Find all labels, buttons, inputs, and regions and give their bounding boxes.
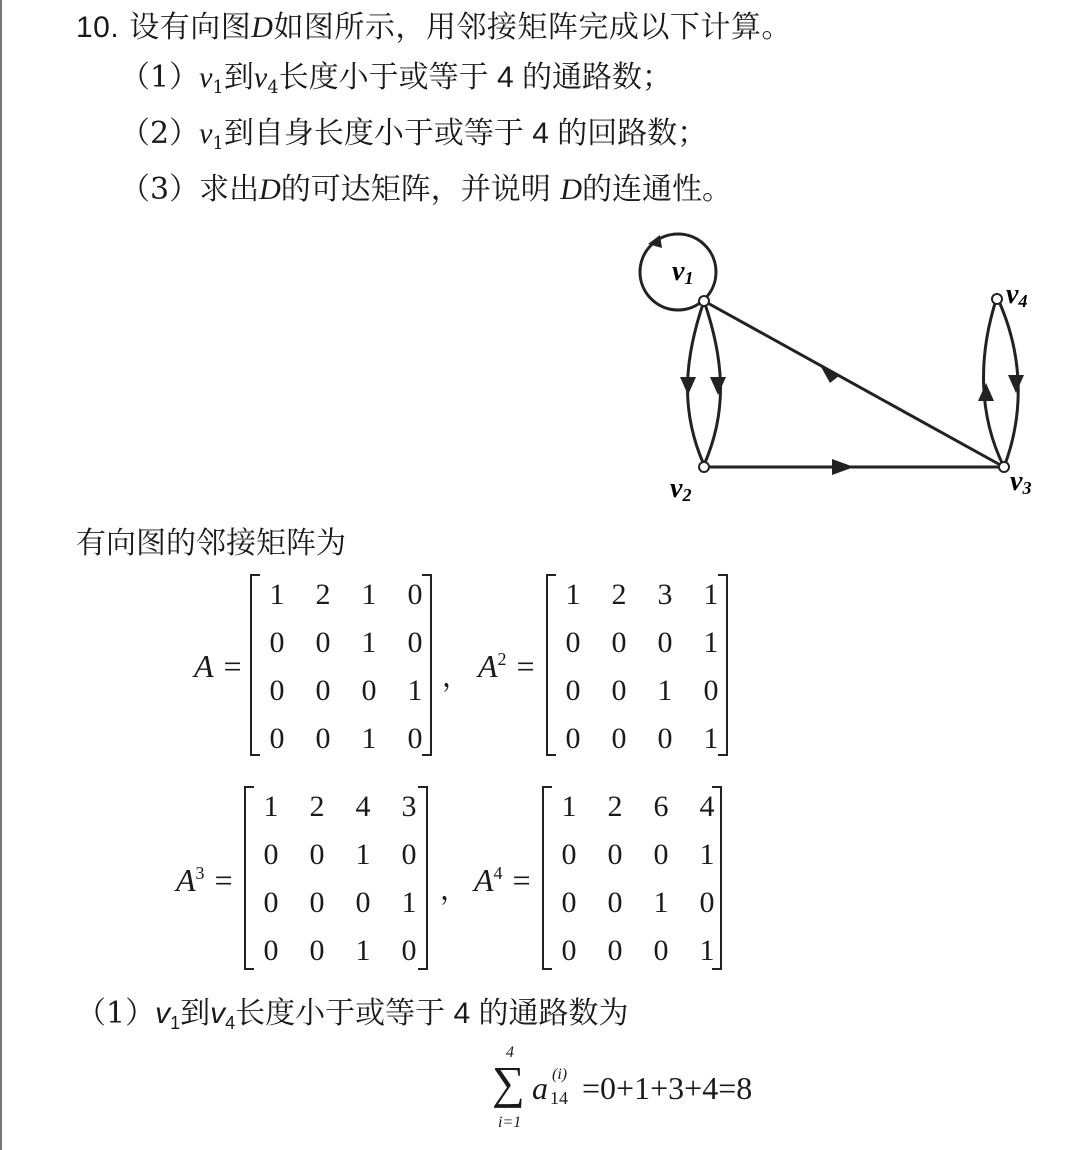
matrix-cell: 1: [269, 578, 285, 611]
arrowhead-v2-v3: [832, 459, 854, 475]
graph-name: D: [259, 173, 281, 206]
matrix-label-A: A =: [194, 648, 244, 684]
vertex-sub: 4: [225, 1013, 236, 1033]
matrix-cell: 0: [607, 934, 623, 967]
vertex-var: v: [253, 61, 268, 94]
vertex-sub: 1: [212, 77, 224, 98]
matrix-cell: 0: [315, 722, 331, 755]
answer-number: （1）: [76, 996, 156, 1031]
vertex-var: v: [199, 117, 213, 150]
matrix-cell: 0: [699, 886, 715, 919]
arrowhead-down-b: [710, 377, 726, 395]
matrix-cell: 1: [653, 886, 669, 919]
matrix-cell: 0: [611, 674, 627, 707]
sum-result: =0+1+3+4=8: [582, 1070, 753, 1106]
matrix-cell: 0: [561, 934, 577, 967]
matrix-cell: 1: [407, 674, 423, 707]
matrix-cell: 1: [361, 722, 377, 755]
matrix-cell: 0: [653, 838, 669, 871]
term-subscript: 14: [550, 1088, 568, 1108]
matrix-cell: 0: [565, 674, 581, 707]
matrix-cell: 1: [263, 790, 279, 823]
matrix-cell: 0: [309, 886, 325, 919]
vertex-sub: 1: [170, 1013, 181, 1033]
length-number: 4: [523, 117, 558, 150]
matrix-cell: 0: [561, 886, 577, 919]
label-v2: v2: [670, 473, 692, 505]
matrix-cell: 0: [269, 674, 285, 707]
vertex-sub: 1: [212, 133, 224, 154]
matrix-cell: 0: [355, 886, 371, 919]
matrix-cell: 1: [355, 934, 371, 967]
graph-name: D: [251, 11, 274, 44]
matrix-cell: 0: [263, 838, 279, 871]
length-number: 4: [488, 61, 523, 94]
matrix-cell: 2: [309, 790, 325, 823]
matrix-cell: 1: [361, 626, 377, 659]
matrix-cell: 6: [653, 790, 669, 823]
matrix-cell: 0: [565, 626, 581, 659]
question-text: 的通路数；: [522, 60, 673, 95]
matrix-cell: 3: [401, 790, 417, 823]
question-text: 求出: [199, 172, 260, 207]
question-number: （1）: [120, 60, 200, 95]
matrix-cell: 3: [657, 578, 673, 611]
matrix-cell: 0: [653, 934, 669, 967]
question-text: 的连通性。: [581, 172, 732, 207]
matrix-cell: 0: [315, 626, 331, 659]
matrix-cell: 0: [407, 626, 423, 659]
vertex-v4: [992, 294, 1002, 304]
matrix-cell: 0: [607, 886, 623, 919]
matrix-label-A3: $A^3$ =: [176, 862, 235, 898]
vertex-var: v: [155, 997, 171, 1030]
question-3: [120, 164, 732, 208]
matrix-cell: 2: [611, 578, 627, 611]
matrix-cell: 0: [263, 886, 279, 919]
sum-lower-limit: i=1: [498, 1114, 522, 1131]
matrix-cell: 0: [607, 838, 623, 871]
matrix-cell: 2: [607, 790, 623, 823]
matrix-cell: 1: [703, 626, 719, 659]
separator: ，: [442, 660, 471, 693]
arrowhead-up: [978, 383, 994, 401]
matrix-cell: 1: [699, 934, 715, 967]
label-v3: v3: [1010, 466, 1032, 498]
summation-formula: [492, 1040, 812, 1140]
directed-graph-diagram: [600, 215, 1060, 515]
matrix-cell: 1: [657, 674, 673, 707]
question-2: [120, 108, 707, 154]
matrix-cell: 0: [565, 722, 581, 755]
question-number: （2）: [120, 116, 200, 151]
matrix-cell: 1: [561, 790, 577, 823]
question-1: [120, 52, 672, 98]
vertex-var: v: [199, 61, 213, 94]
problem-number: 10.: [76, 11, 120, 44]
answer-text: 长度小于或等于: [235, 996, 446, 1031]
matrix-cell: 0: [309, 934, 325, 967]
problem-title: [76, 2, 792, 46]
matrix-cell: 0: [611, 626, 627, 659]
question-text: 到自身长度小于或等于: [223, 116, 524, 151]
matrix-cell: 0: [361, 674, 377, 707]
answer-text: 到: [180, 996, 211, 1031]
adjacency-intro: 有向图的邻接矩阵为: [76, 526, 346, 561]
matrix-cell: 0: [269, 722, 285, 755]
question-text: 到: [223, 60, 254, 95]
matrix-cell: 1: [703, 722, 719, 755]
matrix-cell: 0: [315, 674, 331, 707]
matrix-cell: 4: [699, 790, 715, 823]
length-number: 4: [445, 997, 479, 1030]
matrix-cell: 2: [315, 578, 331, 611]
question-text: 的可达矩阵，并说明: [280, 172, 561, 207]
vertex-sub: 4: [267, 77, 279, 98]
title-text-a: 设有向图: [119, 10, 252, 45]
term-superscript: (i): [552, 1066, 568, 1083]
matrix-cell: 1: [355, 838, 371, 871]
vertex-v2: [699, 462, 709, 472]
matrix-cell: 1: [401, 886, 417, 919]
arrowhead-down-a: [680, 377, 696, 395]
matrix-cell: 1: [703, 578, 719, 611]
matrix-cell: 4: [355, 790, 371, 823]
page-left-border: [0, 0, 2, 1150]
separator: ，: [440, 873, 469, 906]
label-v4: v4: [1006, 279, 1028, 311]
matrix-cell: 0: [263, 934, 279, 967]
title-text-b: 如图所示，用邻接矩阵完成以下计算。: [273, 10, 792, 45]
term-a: a: [532, 1070, 548, 1106]
graph-name: D: [560, 173, 582, 206]
sum-upper-limit: 4: [506, 1044, 514, 1061]
matrix-label-A2: $A^2$ =: [478, 648, 537, 684]
matrix-cell: 0: [657, 722, 673, 755]
sigma-symbol: ∑: [492, 1057, 525, 1108]
arrowhead-down: [1008, 375, 1024, 393]
arrowhead-v1-v3: [820, 365, 840, 383]
matrix-cell: 0: [611, 722, 627, 755]
vertex-v3: [999, 462, 1009, 472]
matrix-cell: 0: [401, 838, 417, 871]
answer-1: [76, 988, 628, 1034]
edge-v3-v4: [984, 297, 1004, 467]
matrix-cell: 0: [407, 722, 423, 755]
matrix-cell: 0: [401, 934, 417, 967]
label-v1: v1: [672, 256, 694, 288]
matrix-cell: 1: [565, 578, 581, 611]
question-text: 长度小于或等于: [278, 60, 489, 95]
matrix-label-A4: $A^4$ =: [474, 862, 533, 898]
matrix-cell: 0: [309, 838, 325, 871]
matrix-cell: 0: [657, 626, 673, 659]
vertex-var: v: [210, 997, 226, 1030]
matrix-cell: 0: [407, 578, 423, 611]
matrix-cell: 0: [269, 626, 285, 659]
edge-v1-v3: [704, 301, 1004, 467]
answer-text: 的通路数为: [478, 996, 629, 1031]
question-text: 的回路数；: [557, 116, 708, 151]
matrix-cell: 0: [703, 674, 719, 707]
matrix-cell: 0: [561, 838, 577, 871]
matrix-cell: 1: [699, 838, 715, 871]
question-number: （3）: [120, 172, 200, 207]
matrix-cell: 1: [361, 578, 377, 611]
vertex-v1: [699, 296, 709, 306]
